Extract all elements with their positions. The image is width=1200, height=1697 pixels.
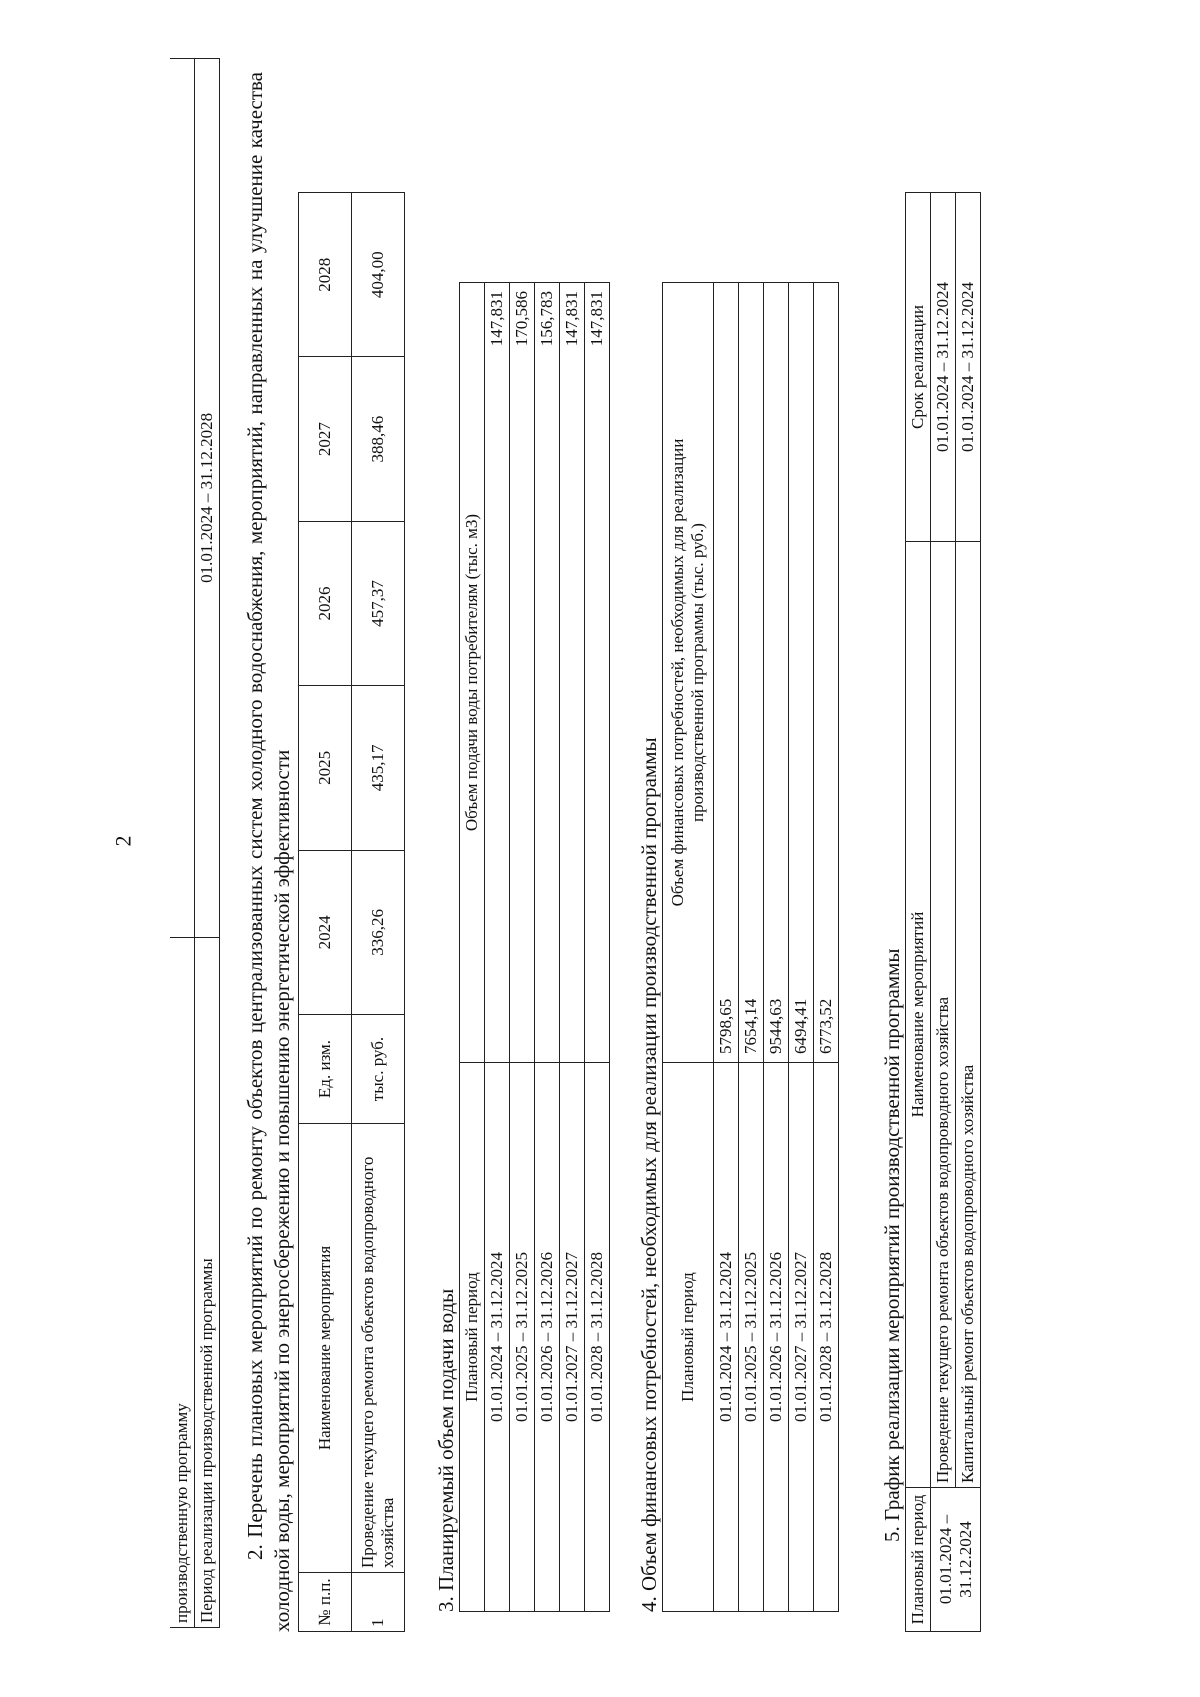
section2-title: 2. Перечень плановых мероприятий по ремонту объектов централизованных систем холодного водоснабжения, мероприятий, направленных на улучшение качества холодной воды, мероприятий по энергосбережению и повышению энергетической эффективности bbox=[243, 72, 294, 1632]
measures-table bbox=[298, 192, 405, 1632]
section5-title: 5. График реализации мероприятий производственной программы bbox=[880, 948, 904, 1542]
row-value: 388,46 bbox=[352, 357, 405, 521]
row-value: 7654,14 bbox=[739, 283, 764, 1063]
row-period: 01.01.2027 – 31.12.2027 bbox=[789, 1063, 814, 1612]
col-name-header: Наименование мероприятий bbox=[906, 542, 931, 1488]
row-period: 01.01.2024 – 31.12.2024 bbox=[485, 1063, 510, 1612]
table-row bbox=[956, 193, 981, 1632]
row-value: 6773,52 bbox=[814, 283, 839, 1063]
row-period: 01.01.2025 – 31.12.2025 bbox=[510, 1063, 535, 1612]
row-value: 170,586 bbox=[510, 283, 535, 1063]
col-term-header: Срок реализации bbox=[906, 193, 931, 542]
page-number: 2 bbox=[110, 835, 136, 847]
col-name-header: Наименование мероприятия bbox=[299, 1124, 352, 1573]
col-period-header: Плановый период bbox=[460, 1063, 485, 1612]
row-period: 01.01.2024 – 31.12.2024 bbox=[714, 1063, 739, 1612]
table-row bbox=[931, 193, 956, 1632]
row-value: 435,17 bbox=[352, 686, 405, 850]
row-period: 01.01.2026 – 31.12.2026 bbox=[764, 1063, 789, 1612]
water-volume-table bbox=[459, 282, 610, 1612]
table-row bbox=[352, 193, 405, 1632]
rotated-page-content bbox=[170, 62, 1120, 1632]
col-unit-header: Ед. изм. bbox=[299, 1015, 352, 1124]
row-num: 1 bbox=[352, 1573, 405, 1632]
row-value: 404,00 bbox=[352, 193, 405, 357]
col-year-header: 2028 bbox=[299, 193, 352, 357]
table-row bbox=[585, 283, 610, 1612]
table-row bbox=[739, 283, 764, 1612]
col-year-header: 2025 bbox=[299, 686, 352, 850]
row-value: 156,783 bbox=[535, 283, 560, 1063]
col-year-header: 2024 bbox=[299, 850, 352, 1014]
row-value: 336,26 bbox=[352, 850, 405, 1014]
row-value: 147,831 bbox=[560, 283, 585, 1063]
section4-title: 4. Объем финансовых потребностей, необходимых для реализации производственной программы bbox=[637, 737, 661, 1612]
section3-title: 3. Планируемый объем подачи воды bbox=[434, 1288, 458, 1612]
row-period: 01.01.2028 – 31.12.2028 bbox=[585, 1063, 610, 1612]
col-period-header: Плановый период bbox=[663, 1063, 714, 1612]
row-term: 01.01.2024 – 31.12.2024 bbox=[931, 193, 956, 542]
row-name: Капитальный ремонт объектов водопроводного хозяйства bbox=[956, 542, 981, 1488]
program-period-label: Период реализации производственной программы bbox=[195, 937, 220, 1627]
row-value: 9544,63 bbox=[764, 283, 789, 1063]
program-period-value: 01.01.2024 – 31.12.2028 bbox=[195, 59, 220, 938]
row-value: 5798,65 bbox=[714, 283, 739, 1063]
financial-needs-table bbox=[662, 282, 839, 1612]
table-row bbox=[560, 283, 585, 1612]
row-value: 147,831 bbox=[585, 283, 610, 1063]
col-volume-header: Объем подачи воды потребителям (тыс. м3) bbox=[460, 283, 485, 1063]
table-row bbox=[485, 283, 510, 1612]
table-row bbox=[510, 283, 535, 1612]
row-unit: тыс. руб. bbox=[352, 1015, 405, 1124]
program-info-row1: производственную программу bbox=[170, 937, 195, 1627]
col-volume-header: Объем финансовых потребностей, необходимых для реализации производственной программы (тыс. руб.) bbox=[663, 283, 714, 1063]
row-period: 01.01.2028 – 31.12.2028 bbox=[814, 1063, 839, 1612]
col-year-header: 2026 bbox=[299, 521, 352, 685]
program-info-table bbox=[170, 58, 220, 1628]
table-row bbox=[535, 283, 560, 1612]
table-row bbox=[814, 283, 839, 1612]
row-period: 01.01.2024 – 31.12.2024 bbox=[931, 1488, 981, 1632]
row-value: 457,37 bbox=[352, 521, 405, 685]
col-num-header: № п.п. bbox=[299, 1573, 352, 1632]
table-row bbox=[789, 283, 814, 1612]
row-value: 147,831 bbox=[485, 283, 510, 1063]
schedule-table bbox=[905, 192, 981, 1632]
table-row bbox=[764, 283, 789, 1612]
row-name: Проведение текущего ремонта объектов водопроводного хозяйства bbox=[931, 542, 956, 1488]
col-period-header: Плановый период bbox=[906, 1488, 931, 1632]
row-period: 01.01.2026 – 31.12.2026 bbox=[535, 1063, 560, 1612]
col-year-header: 2027 bbox=[299, 357, 352, 521]
row-period: 01.01.2027 – 31.12.2027 bbox=[560, 1063, 585, 1612]
row-term: 01.01.2024 – 31.12.2024 bbox=[956, 193, 981, 542]
row-value: 6494,41 bbox=[789, 283, 814, 1063]
row-name: Проведение текущего ремонта объектов водопроводного хозяйства bbox=[352, 1124, 405, 1573]
row-period: 01.01.2025 – 31.12.2025 bbox=[739, 1063, 764, 1612]
table-row bbox=[714, 283, 739, 1612]
